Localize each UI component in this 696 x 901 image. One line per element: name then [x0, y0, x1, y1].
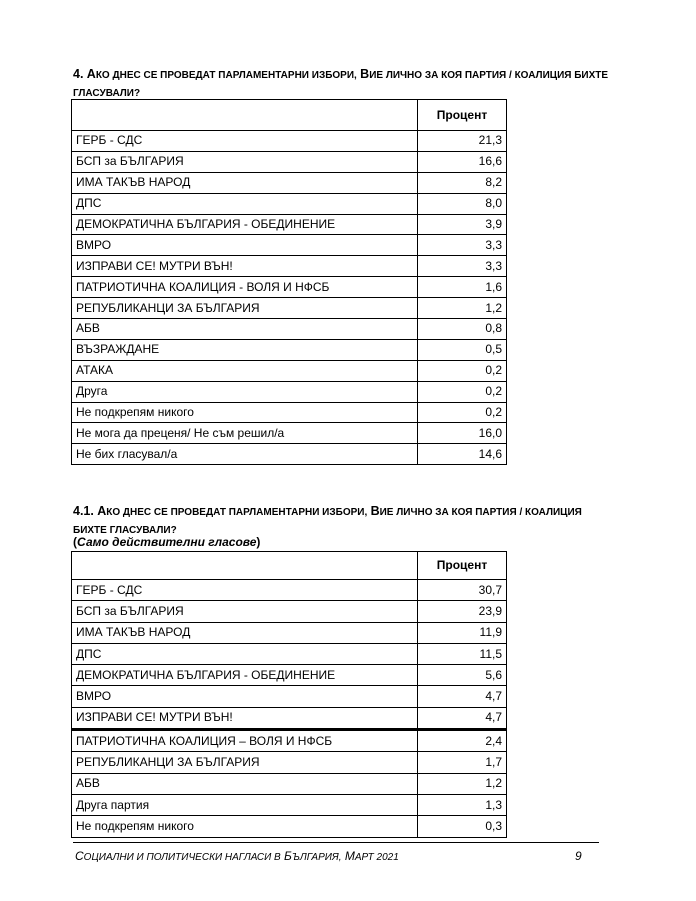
header-empty-cell: [72, 100, 418, 131]
percent-value: 30,7: [418, 580, 507, 601]
party-label: РЕПУБЛИКАНЦИ ЗА БЪЛГАРИЯ: [72, 752, 418, 773]
party-label: ИМА ТАКЪВ НАРОД: [72, 622, 418, 643]
percent-value: 0,8: [418, 319, 507, 340]
table-row: [72, 444, 507, 465]
table-row: [72, 131, 507, 152]
percent-value: 21,3: [418, 131, 507, 152]
percent-value: 0,2: [418, 402, 507, 423]
party-label: ПАТРИОТИЧНА КОАЛИЦИЯ – ВОЛЯ И НФСБ: [72, 730, 418, 752]
percent-value: 0,2: [418, 360, 507, 381]
table-row: [72, 256, 507, 277]
percent-value: 16,6: [418, 151, 507, 172]
percent-value: 11,5: [418, 643, 507, 664]
party-label: Не подкрепям никого: [72, 816, 418, 837]
percent-value: 11,9: [418, 622, 507, 643]
party-label: ДПС: [72, 643, 418, 664]
percent-value: 3,3: [418, 256, 507, 277]
table-row: [72, 277, 507, 298]
question-4-title: 4. АКО ДНЕС СЕ ПРОВЕДАТ ПАРЛАМЕНТАРНИ ИЗБОРИ, ВИЕ ЛИЧНО ЗА КОЯ ПАРТИЯ / КОАЛИЦИЯ БИХТЕ ГЛАСУВАЛИ?: [73, 67, 609, 99]
percent-value: 1,3: [418, 794, 507, 815]
percent-value: 3,3: [418, 235, 507, 256]
table-row: [72, 816, 507, 837]
party-label: БСП за БЪЛГАРИЯ: [72, 601, 418, 622]
table-header-row: [72, 100, 507, 131]
party-label: ВМРО: [72, 235, 418, 256]
table-row: [72, 665, 507, 686]
table-row: [72, 643, 507, 664]
party-label: АБВ: [72, 319, 418, 340]
party-label: ДЕМОКРАТИЧНА БЪЛГАРИЯ - ОБЕДИНЕНИЕ: [72, 665, 418, 686]
table-row: [72, 402, 507, 423]
table-row: [72, 752, 507, 773]
footer-divider: [73, 842, 599, 843]
table-row: [72, 622, 507, 643]
percent-value: 0,5: [418, 339, 507, 360]
percent-value: 3,9: [418, 214, 507, 235]
percent-value: 1,2: [418, 773, 507, 794]
table-row: [72, 686, 507, 707]
table-row: [72, 360, 507, 381]
percent-value: 14,6: [418, 444, 507, 465]
percent-value: 1,2: [418, 298, 507, 319]
table-row: [72, 381, 507, 402]
party-label: ПАТРИОТИЧНА КОАЛИЦИЯ - ВОЛЯ И НФСБ: [72, 277, 418, 298]
percent-value: 23,9: [418, 601, 507, 622]
party-label: Друга: [72, 381, 418, 402]
table-row: [72, 193, 507, 214]
results-table-all: [71, 99, 507, 465]
footer-title: СОЦИАЛНИ И ПОЛИТИЧЕСКИ НАГЛАСИ В БЪЛГАРИЯ, МАРТ 2021: [75, 849, 399, 863]
party-label: АБВ: [72, 773, 418, 794]
table-row: [72, 172, 507, 193]
party-label: БСП за БЪЛГАРИЯ: [72, 151, 418, 172]
party-label: Не мога да преценя/ Не съм решил/а: [72, 423, 418, 444]
party-label: ВМРО: [72, 686, 418, 707]
results-table-valid-votes: [71, 551, 507, 838]
percent-value: 5,6: [418, 665, 507, 686]
table-row: [72, 319, 507, 340]
question-4-1-subtitle: (Само действителни гласове): [73, 535, 261, 549]
page-number: 9: [575, 849, 582, 863]
percent-value: 1,7: [418, 752, 507, 773]
percent-value: 1,6: [418, 277, 507, 298]
table-row: [72, 794, 507, 815]
table-row: [72, 151, 507, 172]
percent-value: 2,4: [418, 730, 507, 752]
party-label: ГЕРБ - СДС: [72, 131, 418, 152]
table-row: [72, 707, 507, 729]
table-row: [72, 601, 507, 622]
party-label: ИЗПРАВИ СЕ! МУТРИ ВЪН!: [72, 256, 418, 277]
party-label: ИМА ТАКЪВ НАРОД: [72, 172, 418, 193]
percent-value: 8,0: [418, 193, 507, 214]
party-label: ИЗПРАВИ СЕ! МУТРИ ВЪН!: [72, 707, 418, 729]
table-row: [72, 773, 507, 794]
table-row: [72, 298, 507, 319]
table-row: [72, 423, 507, 444]
percent-value: 0,2: [418, 381, 507, 402]
table-row: [72, 580, 507, 601]
party-label: РЕПУБЛИКАНЦИ ЗА БЪЛГАРИЯ: [72, 298, 418, 319]
table-row: [72, 235, 507, 256]
percent-value: 4,7: [418, 707, 507, 729]
header-empty-cell: [72, 552, 418, 580]
party-label: ГЕРБ - СДС: [72, 580, 418, 601]
party-label: ДПС: [72, 193, 418, 214]
party-label: ВЪЗРАЖДАНЕ: [72, 339, 418, 360]
header-percent: Процент: [418, 552, 507, 580]
header-percent: Процент: [418, 100, 507, 131]
party-label: ДЕМОКРАТИЧНА БЪЛГАРИЯ - ОБЕДИНЕНИЕ: [72, 214, 418, 235]
percent-value: 8,2: [418, 172, 507, 193]
party-label: Не бих гласувал/а: [72, 444, 418, 465]
table-row: [72, 339, 507, 360]
table-header-row: [72, 552, 507, 580]
percent-value: 16,0: [418, 423, 507, 444]
table-row: [72, 214, 507, 235]
question-4-1-title: 4.1. АКО ДНЕС СЕ ПРОВЕДАТ ПАРЛАМЕНТАРНИ ИЗБОРИ, ВИЕ ЛИЧНО ЗА КОЯ ПАРТИЯ / КОАЛИЦИЯ БИХТЕ ГЛАСУВАЛИ?: [73, 504, 582, 536]
table-row: [72, 730, 507, 752]
party-label: АТАКА: [72, 360, 418, 381]
party-label: Друга партия: [72, 794, 418, 815]
percent-value: 4,7: [418, 686, 507, 707]
party-label: Не подкрепям никого: [72, 402, 418, 423]
percent-value: 0,3: [418, 816, 507, 837]
